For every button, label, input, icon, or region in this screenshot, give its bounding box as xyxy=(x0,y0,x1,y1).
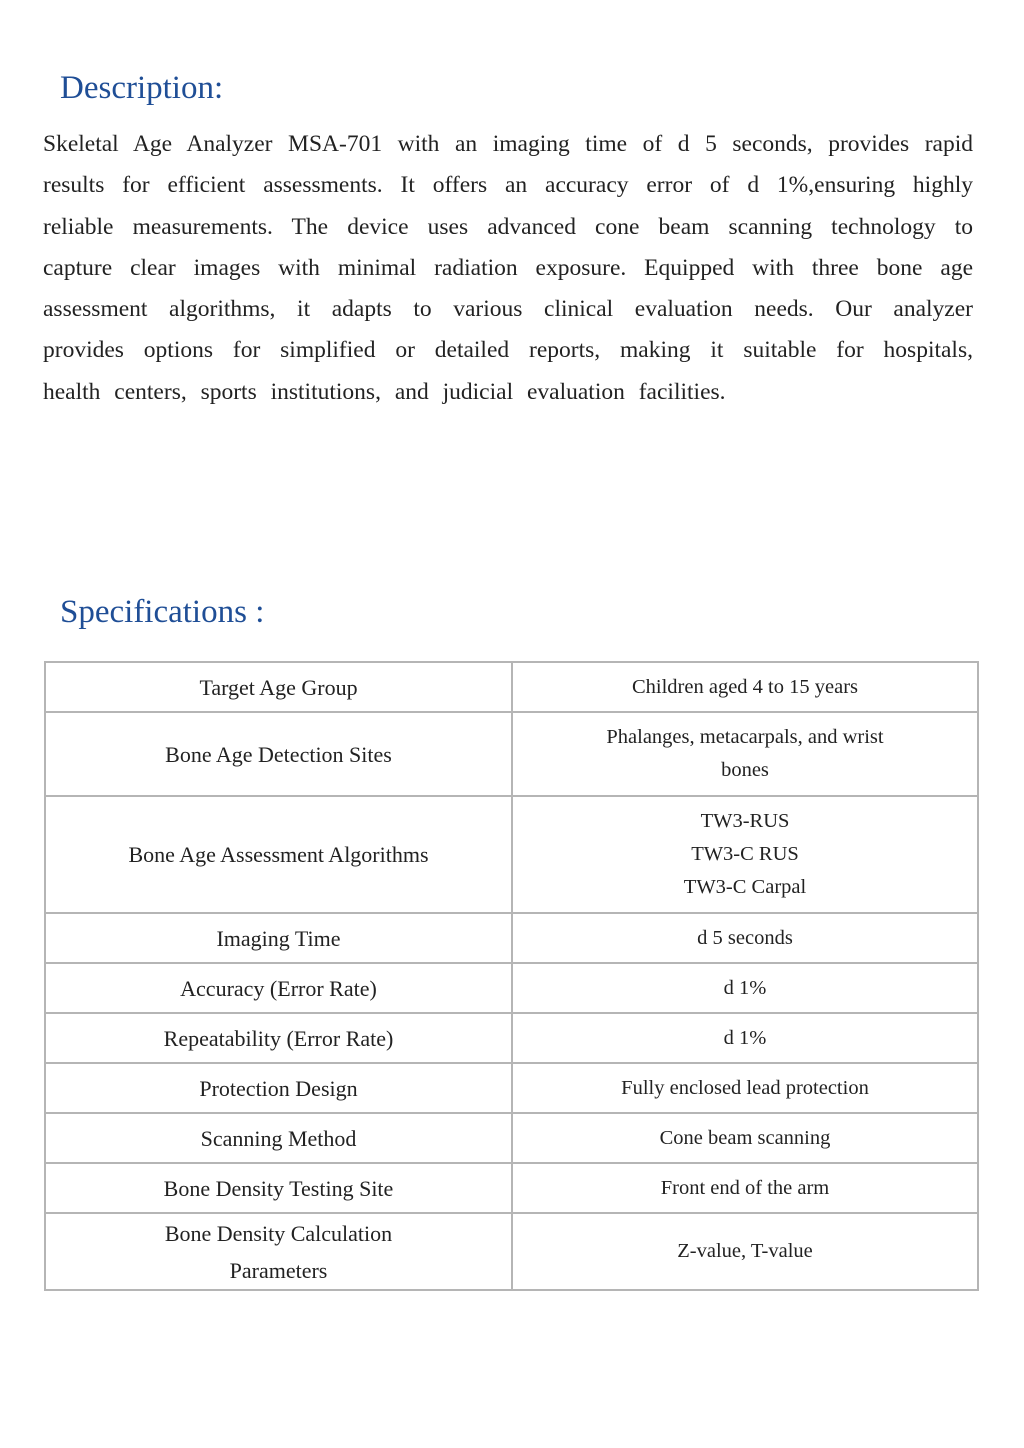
spec-label: Bone Age Assessment Algorithms xyxy=(45,796,512,913)
table-row xyxy=(45,913,978,963)
table-row xyxy=(45,796,978,913)
spec-value: d 5 seconds xyxy=(512,913,978,963)
spec-value xyxy=(512,712,978,796)
spec-label: Target Age Group xyxy=(45,662,512,712)
spec-value: d 1% xyxy=(512,1013,978,1063)
spec-value-line: TW3-RUS xyxy=(700,810,790,832)
table-row xyxy=(45,1013,978,1063)
description-paragraph: Skeletal Age Analyzer MSA-701 with an imaging time of d 5 seconds, provides rapid results for efficient assessments. It offers an accuracy error of d 1%,ensuring highly reliable measurements. The device uses advanced cone beam scanning technology to capture clear images with minimal radiation exposure. Equipped with three bone age assessment algorithms, it adapts to various clinical evaluation needs. Our analyzer provides options for simplified or detailed reports, making it suitable for hospitals, health centers, sports institutions, and judicial evaluation facilities. xyxy=(43,131,973,405)
table-row xyxy=(45,1213,978,1290)
spec-value-line: bones xyxy=(721,759,769,781)
table-row xyxy=(45,1113,978,1163)
table-row xyxy=(45,662,978,712)
spec-label: Protection Design xyxy=(45,1063,512,1113)
table-row xyxy=(45,1163,978,1213)
description-heading: Description: xyxy=(60,70,224,106)
spec-value-line: TW3-C RUS xyxy=(691,843,799,865)
spec-label: Scanning Method xyxy=(45,1113,512,1163)
spec-label: Bone Density Testing Site xyxy=(45,1163,512,1213)
spec-value: Children aged 4 to 15 years xyxy=(512,662,978,712)
spec-label: Imaging Time xyxy=(45,913,512,963)
table-row xyxy=(45,1063,978,1113)
spec-value-line: TW3-C Carpal xyxy=(683,876,807,898)
spec-value: Fully enclosed lead protection xyxy=(512,1063,978,1113)
spec-label: Repeatability (Error Rate) xyxy=(45,1013,512,1063)
spec-label-line: Parameters xyxy=(229,1257,328,1283)
specifications-table xyxy=(44,661,979,1291)
spec-value-line: Phalanges, metacarpals, and wrist xyxy=(606,726,884,748)
spec-label-line: Bone Density Calculation xyxy=(164,1220,393,1246)
spec-value: Cone beam scanning xyxy=(512,1113,978,1163)
spec-label xyxy=(45,1213,512,1290)
spec-value: Front end of the arm xyxy=(512,1163,978,1213)
spec-label: Accuracy (Error Rate) xyxy=(45,963,512,1013)
specifications-heading: Specifications : xyxy=(60,594,265,630)
table-row xyxy=(45,712,978,796)
spec-value: d 1% xyxy=(512,963,978,1013)
spec-label: Bone Age Detection Sites xyxy=(45,712,512,796)
spec-value: Z-value, T-value xyxy=(512,1213,978,1290)
table-row xyxy=(45,963,978,1013)
spec-value xyxy=(512,796,978,913)
